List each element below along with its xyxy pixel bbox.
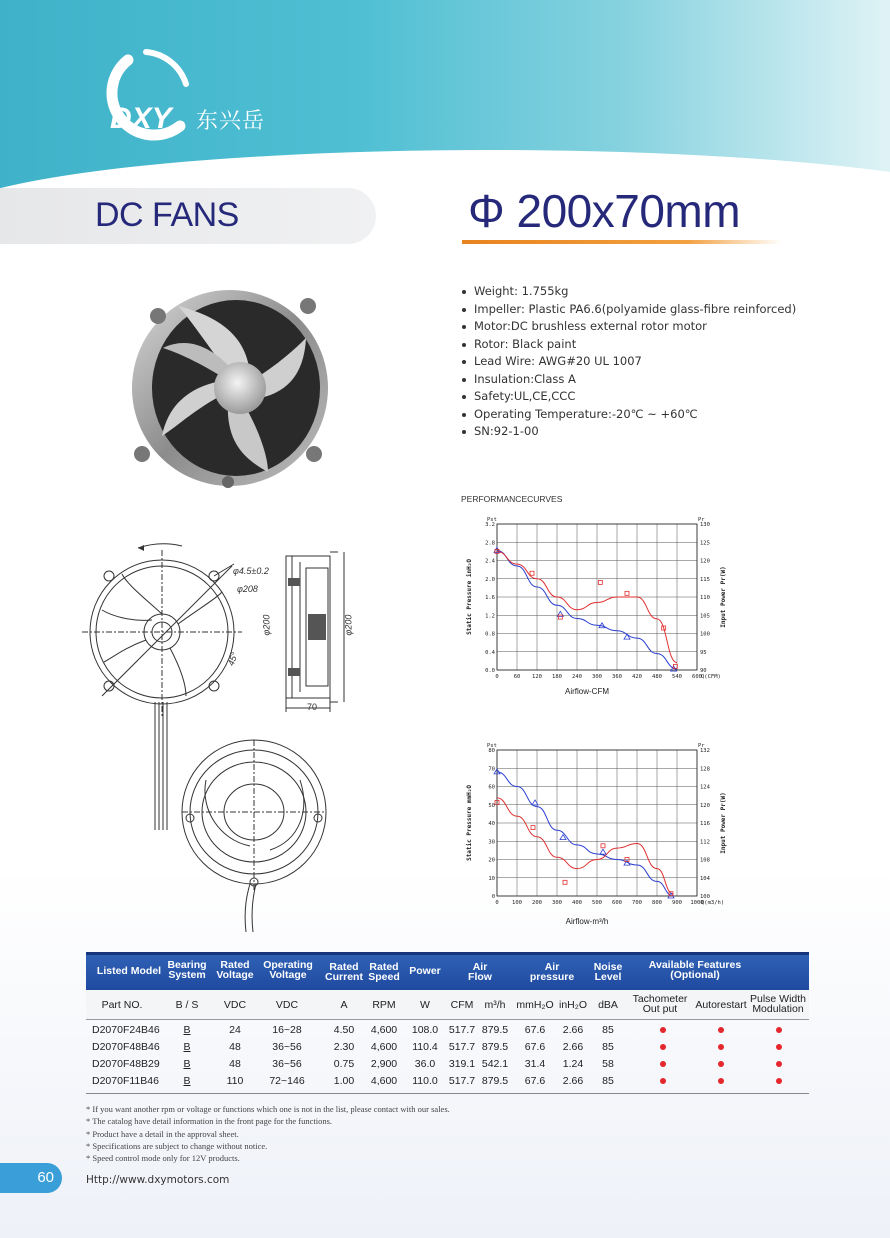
y-top-label: Pst <box>487 743 497 749</box>
spec-item: Impeller: Plastic PA6.6(polyamide glass-fibre reinforced) <box>460 301 796 319</box>
feature-available-dot <box>718 1078 724 1084</box>
table-cell: 110.0 <box>412 1075 438 1087</box>
page-number: 60 <box>0 1163 62 1193</box>
table-cell: 67.6 <box>524 1075 546 1087</box>
rear-view-drawing <box>150 700 330 940</box>
y-top-label: Pst <box>487 517 497 523</box>
table-row <box>86 1073 809 1089</box>
table-cell: 2.66 <box>562 1075 584 1087</box>
table-row <box>86 1039 809 1055</box>
y-tick-label: 60 <box>488 784 495 791</box>
table-cell: D2070F24B46 <box>92 1024 160 1036</box>
dim-hole-label: φ4.5±0.2 <box>233 566 269 576</box>
footnotes <box>86 1103 450 1164</box>
table-cell: 1.00 <box>333 1075 355 1087</box>
th-rated-current: Rated Current <box>325 961 363 983</box>
x-tick-label: 600 <box>612 900 622 906</box>
x-tick-label: 180 <box>552 674 562 680</box>
unit-vdc-rated: VDC <box>223 999 247 1011</box>
series-line <box>497 798 673 894</box>
dim-200-left-label: φ200 <box>261 614 272 636</box>
feature-available-dot <box>660 1027 666 1033</box>
section-title: DC FANS <box>95 196 239 234</box>
y-tick-label: 0.8 <box>485 631 495 638</box>
unit-a: A <box>340 999 348 1011</box>
feature-available-dot <box>776 1061 782 1067</box>
y2-tick-label: 130 <box>700 522 710 528</box>
unit-dba: dBA <box>598 999 618 1011</box>
spec-item: Operating Temperature:-20℃ ~ +60℃ <box>460 406 796 424</box>
table-cell: 4,600 <box>370 1041 398 1053</box>
y2-tick-label: 105 <box>700 613 710 620</box>
table-cell: 517.7 <box>448 1075 476 1087</box>
dim-45-label: 45° <box>225 650 240 668</box>
table-cell: 110 <box>226 1075 244 1087</box>
table-header <box>86 952 809 990</box>
x-tick-label: 900 <box>672 900 682 906</box>
data-point <box>531 826 535 830</box>
brand-logo-text: DXY <box>110 102 172 135</box>
y2-tick-label: 120 <box>700 558 710 565</box>
x-tick-label: 600 <box>692 674 702 680</box>
unit-rpm: RPM <box>372 999 396 1011</box>
table-cell: 48 <box>229 1058 241 1070</box>
x-axis-label: Airflow-CFM <box>565 687 609 696</box>
table-cell: 879.5 <box>481 1075 509 1087</box>
table-cell: 1.24 <box>562 1058 584 1070</box>
y-axis-label: Static Pressure inH₂O <box>466 559 473 635</box>
fan-product-photo <box>118 276 330 494</box>
data-point <box>598 580 602 584</box>
x-tick-label: 1000 <box>690 900 704 906</box>
unit-part-no: Part NO. <box>101 999 143 1011</box>
spec-item: Rotor: Black paint <box>460 336 796 354</box>
table-cell: 110.4 <box>412 1041 438 1053</box>
data-point <box>558 615 562 619</box>
table-cell: 58 <box>602 1058 614 1070</box>
table-bottom-rule <box>86 1093 809 1094</box>
table-cell: 72~146 <box>269 1075 305 1087</box>
y-tick-label: 2.4 <box>485 558 495 565</box>
table-cell: B <box>183 1024 191 1036</box>
table-cell: B <box>183 1041 191 1053</box>
y2-tick-label: 112 <box>700 839 710 846</box>
y2-tick-label: 116 <box>700 821 710 827</box>
unit-m3h: m³/h <box>484 999 506 1011</box>
data-point <box>625 591 629 595</box>
table-cell: 319.1 <box>448 1058 476 1070</box>
y2-tick-label: 100 <box>700 894 710 900</box>
data-point <box>601 844 605 848</box>
table-cell: 542.1 <box>481 1058 509 1070</box>
unit-cfm: CFM <box>450 999 474 1011</box>
table-cell: 67.6 <box>524 1041 546 1053</box>
y-tick-label: 2.0 <box>485 576 495 583</box>
y-tick-label: 70 <box>488 766 495 773</box>
table-cell: 31.4 <box>524 1058 546 1070</box>
x-tick-label: 360 <box>612 674 622 680</box>
performance-chart-m3h <box>459 738 737 938</box>
footnote: * The catalog have detail information in the front page for the functions. <box>86 1116 333 1127</box>
unit-tachometer: Tachometer Out put <box>632 993 688 1015</box>
y-tick-label: 20 <box>488 857 495 864</box>
y2-tick-label: 124 <box>700 784 710 791</box>
feature-available-dot <box>660 1044 666 1050</box>
y2-tick-label: 100 <box>700 631 710 638</box>
dim-200-right-label: φ200 <box>343 614 354 636</box>
y-tick-label: 1.2 <box>485 613 495 620</box>
y2-tick-label: 125 <box>700 540 710 547</box>
data-point <box>600 849 606 854</box>
th-operating-voltage: Operating Voltage <box>263 959 313 981</box>
data-point <box>624 634 630 639</box>
front-view-drawing <box>82 536 260 726</box>
x-tick-label: 800 <box>652 900 662 906</box>
y-tick-label: 40 <box>488 821 495 827</box>
title-underline <box>462 240 782 244</box>
y2-tick-label: 104 <box>700 875 710 882</box>
x-tick-label: 0 <box>495 674 499 680</box>
y2-tick-label: 110 <box>700 595 710 601</box>
footnote: * Speed control mode only for 12V products. <box>86 1153 240 1164</box>
y-tick-label: 3.2 <box>485 522 495 528</box>
unit-bs: B / S <box>175 999 199 1011</box>
y-tick-label: 1.6 <box>485 595 495 601</box>
unit-inh2o: inH₂O <box>559 999 587 1011</box>
th-bearing: Bearing System <box>167 959 207 981</box>
unit-pwm: Pulse Width Modulation <box>749 993 807 1015</box>
table-cell: 24 <box>229 1024 241 1036</box>
table-row <box>86 1022 809 1038</box>
x-tick-label: 100 <box>512 900 522 906</box>
y2-tick-label: 90 <box>700 668 707 674</box>
y2-top-label: Pr <box>698 743 705 749</box>
y2-axis-label: Input Power Pr(W) <box>720 566 727 628</box>
x-tick-label: 300 <box>592 674 602 680</box>
table-cell: 4,600 <box>370 1024 398 1036</box>
y-tick-label: 10 <box>488 875 495 882</box>
table-cell: 85 <box>602 1041 614 1053</box>
data-point <box>530 571 534 575</box>
unit-mmh2o: mmH₂O <box>516 999 554 1011</box>
th-rated-speed: Rated Speed <box>368 961 400 983</box>
x-tick-label: 480 <box>652 674 662 680</box>
y-tick-label: 2.8 <box>485 540 495 547</box>
y-tick-label: 0 <box>491 894 495 900</box>
y2-tick-label: 128 <box>700 766 710 773</box>
feature-available-dot <box>718 1027 724 1033</box>
table-cell: 2.66 <box>562 1024 584 1036</box>
dim-208-label: φ208 <box>237 584 258 594</box>
table-cell: D2070F11B46 <box>92 1075 159 1087</box>
x-tick-label: 200 <box>532 900 542 906</box>
table-cell: B <box>183 1075 191 1087</box>
x-tick-label: 60 <box>513 674 521 680</box>
y-tick-label: 80 <box>488 748 495 754</box>
table-cell: D2070F48B46 <box>92 1041 160 1053</box>
y-tick-label: 0.0 <box>485 668 495 674</box>
feature-available-dot <box>776 1027 782 1033</box>
table-cell: D2070F48B29 <box>92 1058 160 1070</box>
spec-item: Insulation:Class A <box>460 371 796 389</box>
table-cell: B <box>183 1058 191 1070</box>
spec-item: SN:92-1-00 <box>460 423 796 441</box>
th-noise-level: Noise Level <box>593 961 623 983</box>
table-cell: 16~28 <box>272 1024 302 1036</box>
product-size-title: Φ 200x70mm <box>468 185 741 237</box>
x-tick-label: 0 <box>495 900 499 906</box>
table-cell: 2.30 <box>333 1041 355 1053</box>
spec-item: Lead Wire: AWG#20 UL 1007 <box>460 353 796 371</box>
performance-chart-cfm <box>459 510 737 715</box>
table-cell: 85 <box>602 1024 614 1036</box>
table-cell: 517.7 <box>448 1041 476 1053</box>
x-tick-label: 420 <box>632 674 642 680</box>
y2-tick-label: 115 <box>700 576 710 583</box>
unit-vdc-operating: VDC <box>275 999 299 1011</box>
y-tick-label: 0.4 <box>485 649 495 656</box>
x-axis-label: Airflow-m³/h <box>565 917 609 926</box>
y2-tick-label: 120 <box>700 802 710 809</box>
x-tick-label: 240 <box>572 674 582 680</box>
th-air-flow: Air Flow <box>468 961 492 983</box>
x-tick-label: 300 <box>552 900 562 906</box>
data-point <box>563 880 567 884</box>
feature-available-dot <box>776 1078 782 1084</box>
th-air-pressure: Air pressure <box>529 961 575 983</box>
table-cell: 517.7 <box>448 1024 476 1036</box>
feature-available-dot <box>718 1044 724 1050</box>
footer-url[interactable]: Http://www.dxymotors.com <box>86 1174 230 1186</box>
table-cell: 36.0 <box>414 1058 436 1070</box>
y-axis-label: Static Pressure mmH₂O <box>466 785 473 861</box>
footnote: * Specifications are subject to change without notice. <box>86 1140 268 1151</box>
th-listed-model: Listed Model <box>96 965 162 977</box>
dim-70-label: 70 <box>307 702 318 712</box>
unit-w: W <box>420 999 430 1011</box>
y-tick-label: 50 <box>488 802 495 809</box>
table-cell: 36~56 <box>272 1058 302 1070</box>
unit-autorestart: Autorestart <box>695 999 747 1011</box>
table-cell: 85 <box>602 1075 614 1087</box>
spec-item: Motor:DC brushless external rotor motor <box>460 318 796 336</box>
x-tick-label: 500 <box>592 900 602 906</box>
table-cell: 108.0 <box>411 1024 439 1036</box>
footnote: * Product have a detail in the approval sheet. <box>86 1128 239 1139</box>
table-cell: 67.6 <box>524 1024 546 1036</box>
y2-tick-label: 108 <box>700 857 710 864</box>
spec-item: Weight: 1.755kg <box>460 283 796 301</box>
feature-available-dot <box>660 1078 666 1084</box>
series-line <box>497 772 673 896</box>
footnote: * If you want another rpm or voltage or functions which one is not in the list, please contact with our sales. <box>86 1104 450 1114</box>
y2-tick-label: 95 <box>700 649 707 656</box>
th-rated-voltage: Rated Voltage <box>216 959 254 981</box>
x-tick-label: 700 <box>632 900 642 906</box>
y2-tick-label: 132 <box>700 748 710 754</box>
table-cell: 879.5 <box>481 1024 509 1036</box>
table-cell: 4,600 <box>370 1075 398 1087</box>
table-cell: 4.50 <box>333 1024 355 1036</box>
table-cell: 0.75 <box>333 1058 355 1070</box>
table-cell: 2,900 <box>370 1058 398 1070</box>
spec-list <box>460 283 796 441</box>
series-line <box>497 551 677 662</box>
spec-item: Safety:UL,CE,CCC <box>460 388 796 406</box>
table-row <box>86 1056 809 1072</box>
brand-logo-cn: 东兴岳 <box>196 109 266 134</box>
feature-available-dot <box>718 1061 724 1067</box>
th-power: Power <box>409 965 441 977</box>
table-cell: 48 <box>229 1041 241 1053</box>
table-units-row <box>86 990 809 1020</box>
th-available-features: Available Features (Optional) <box>648 959 742 981</box>
y2-top-label: Pr <box>698 517 705 523</box>
x-tick-label: 400 <box>572 900 582 906</box>
table-cell: 879.5 <box>481 1041 509 1053</box>
x-unit-label: Q(m3/h) <box>701 900 725 906</box>
x-tick-label: 540 <box>672 674 682 680</box>
table-cell: 36~56 <box>272 1041 302 1053</box>
performance-label: PERFORMANCECURVES <box>461 494 563 504</box>
x-unit-label: Q(CFM) <box>701 674 721 680</box>
y2-axis-label: Input Power Pr(W) <box>720 792 727 854</box>
feature-available-dot <box>660 1061 666 1067</box>
feature-available-dot <box>776 1044 782 1050</box>
x-tick-label: 120 <box>532 674 542 680</box>
table-cell: 2.66 <box>562 1041 584 1053</box>
y-tick-label: 30 <box>488 839 495 846</box>
